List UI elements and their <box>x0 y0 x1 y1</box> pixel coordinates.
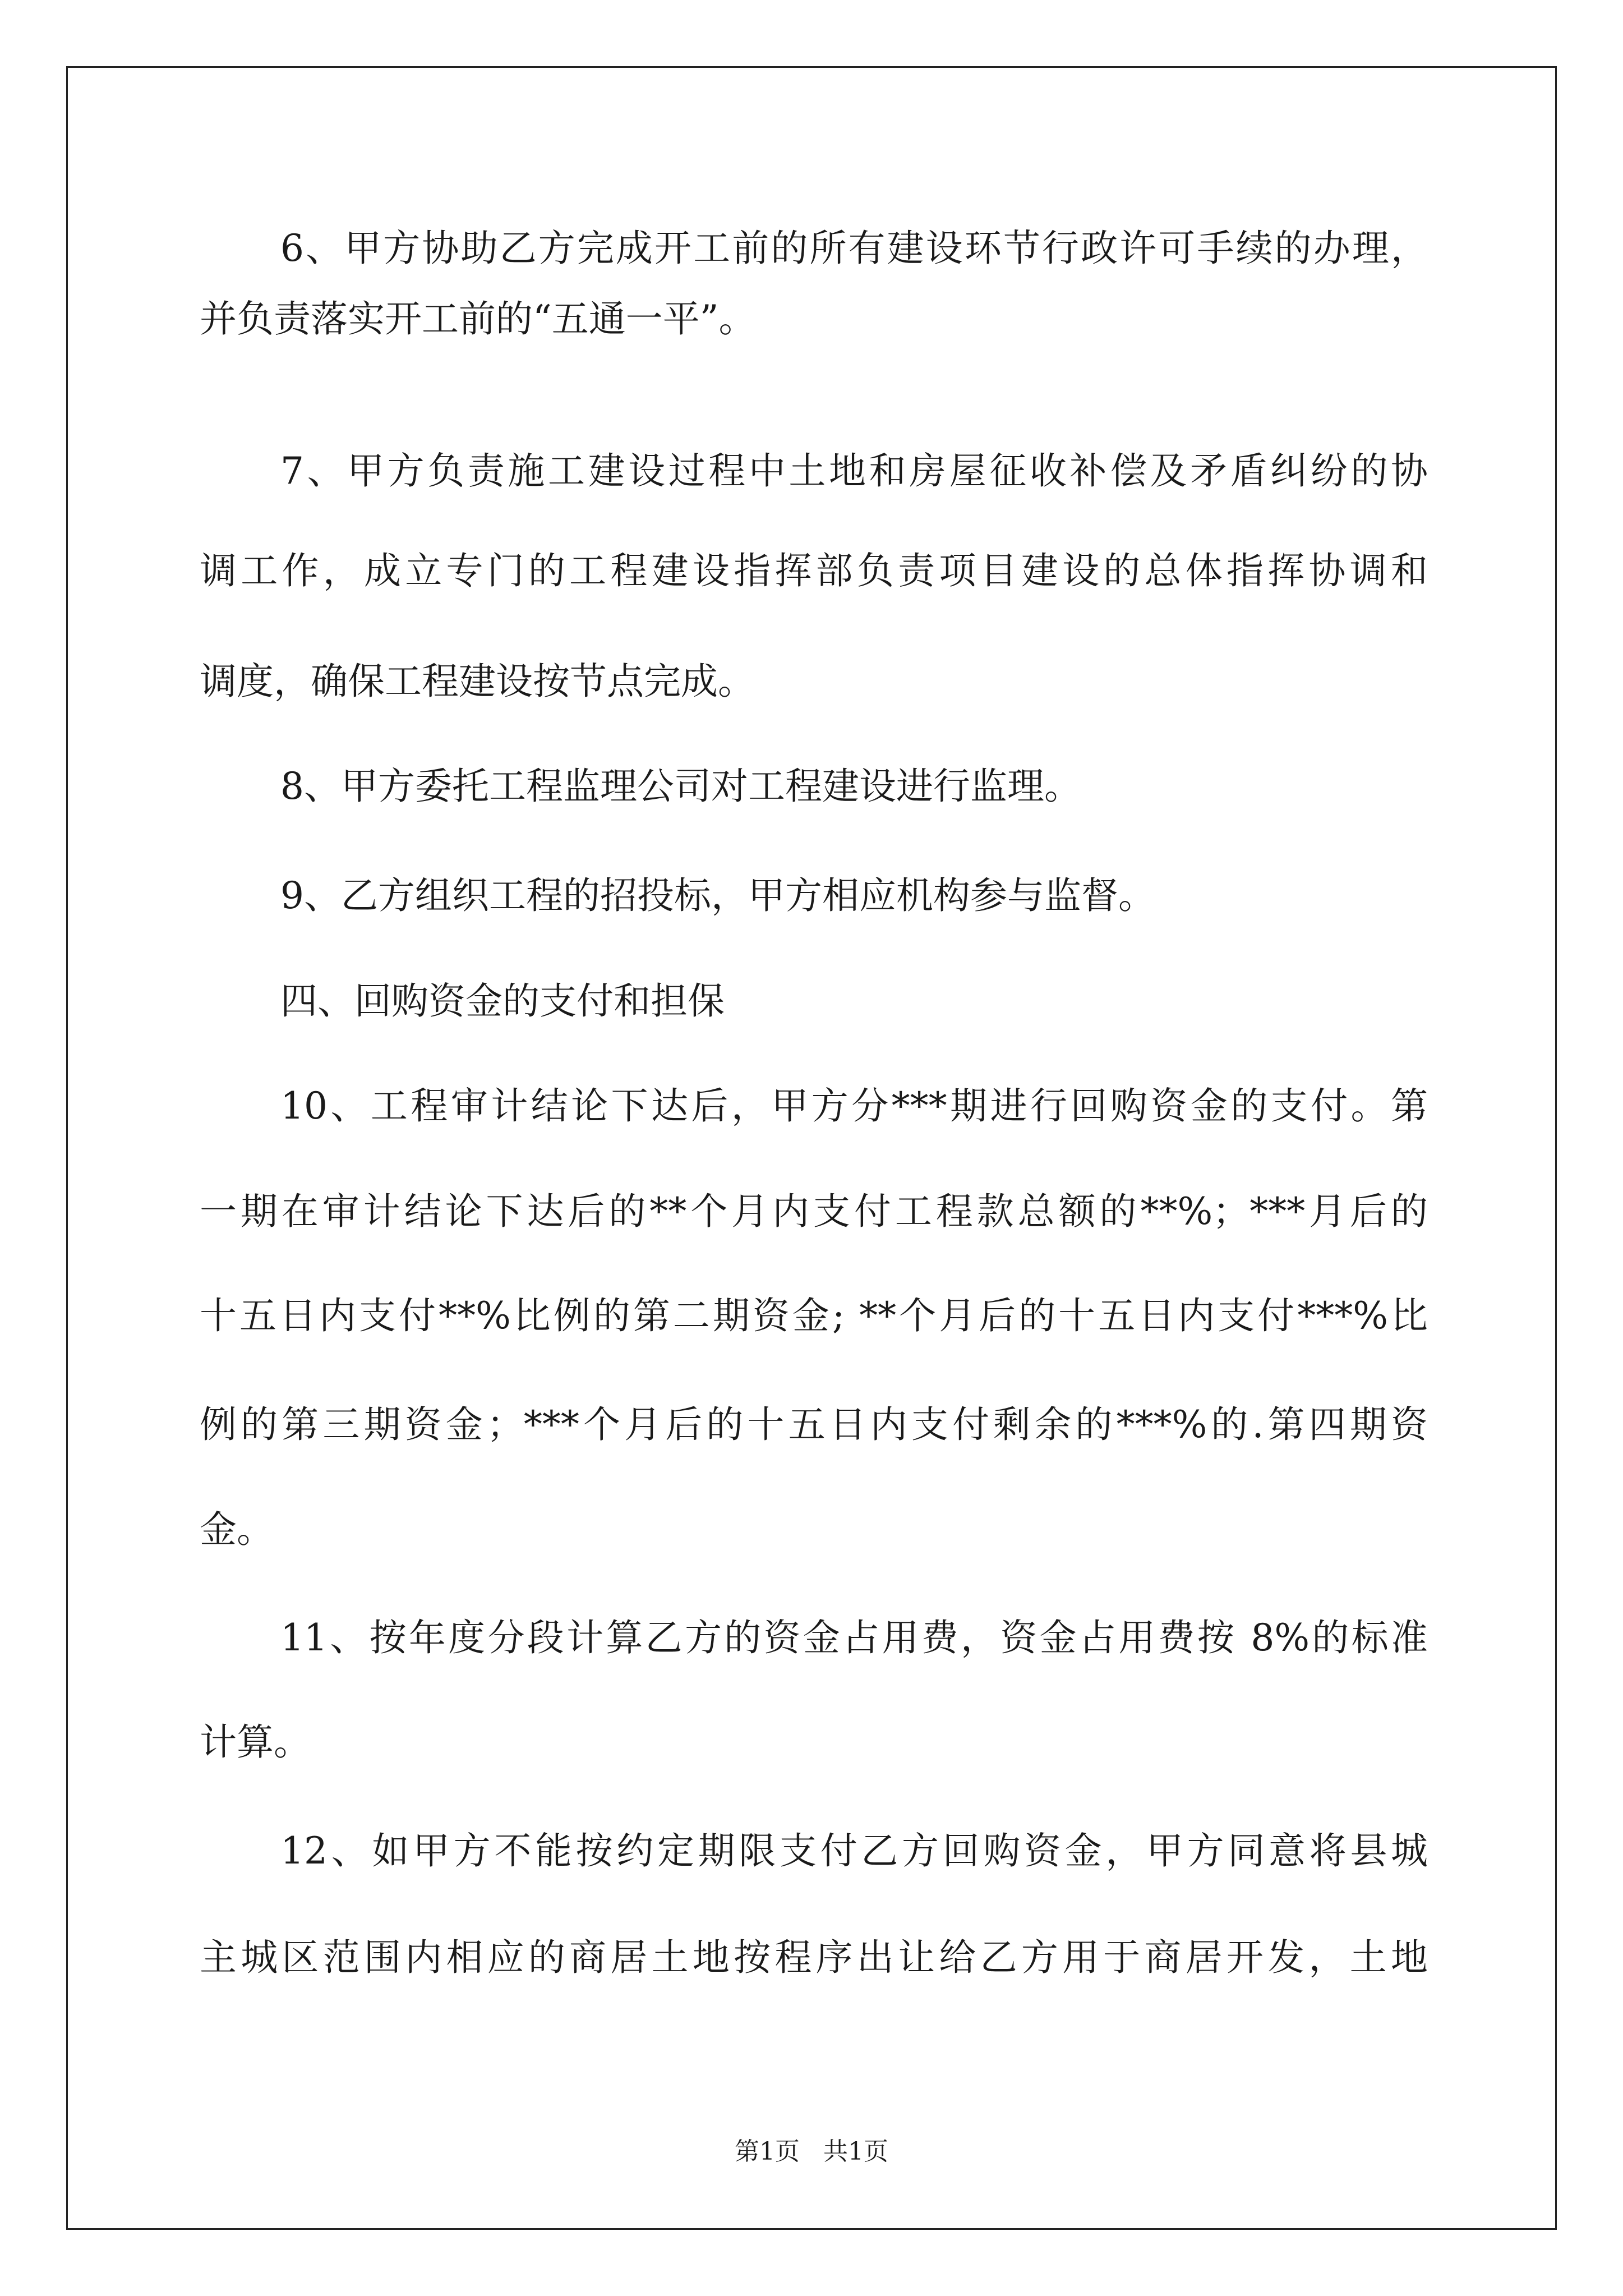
paragraph-line: 8、甲方委托工程监理公司对工程建设进行监理。 <box>280 765 1081 808</box>
paragraph-line: 9、乙方组织工程的招投标，甲方相应机构参与监督。 <box>280 874 1155 917</box>
paragraph-line: 6、甲方协助乙方完成开工前的所有建设环节行政许可手续的办理， <box>280 227 1428 270</box>
paragraph-line: 十五日内支付**%比例的第二期资金; **个月后的十五日内支付***%比 <box>200 1294 1428 1337</box>
page-footer: 第1页 共1页 <box>735 2137 888 2166</box>
paragraph-line: 并负责落实开工前的“五通一平”。 <box>200 297 756 341</box>
paragraph-line: 7、甲方负责施工建设过程中土地和房屋征收补偿及矛盾纠纷的协 <box>280 449 1428 493</box>
section-heading: 四、回购资金的支付和担保 <box>280 979 725 1023</box>
page-border <box>66 66 1557 2230</box>
paragraph-line: 金。 <box>200 1508 274 1551</box>
paragraph-line: 11、按年度分段计算乙方的资金占用费，资金占用费按 8%的标准 <box>280 1616 1428 1659</box>
paragraph-line: 调工作，成立专门的工程建设指挥部负责项目建设的总体指挥协调和 <box>200 549 1428 592</box>
paragraph-line: 调度，确保工程建设按节点完成。 <box>200 660 755 703</box>
paragraph-line: 10、工程审计结论下达后，甲方分***期进行回购资金的支付。第 <box>280 1084 1428 1128</box>
paragraph-line: 一期在审计结论下达后的**个月内支付工程款总额的**%；***月后的 <box>200 1190 1428 1233</box>
paragraph-line: 主城区范围内相应的商居土地按程序出让给乙方用于商居开发，土地 <box>200 1936 1428 1979</box>
paragraph-line: 计算。 <box>200 1720 311 1764</box>
paragraph-line: 例的第三期资金；***个月后的十五日内支付剩余的***%的.第四期资 <box>200 1403 1428 1446</box>
paragraph-line: 12、如甲方不能按约定期限支付乙方回购资金，甲方同意将县城 <box>280 1829 1428 1872</box>
